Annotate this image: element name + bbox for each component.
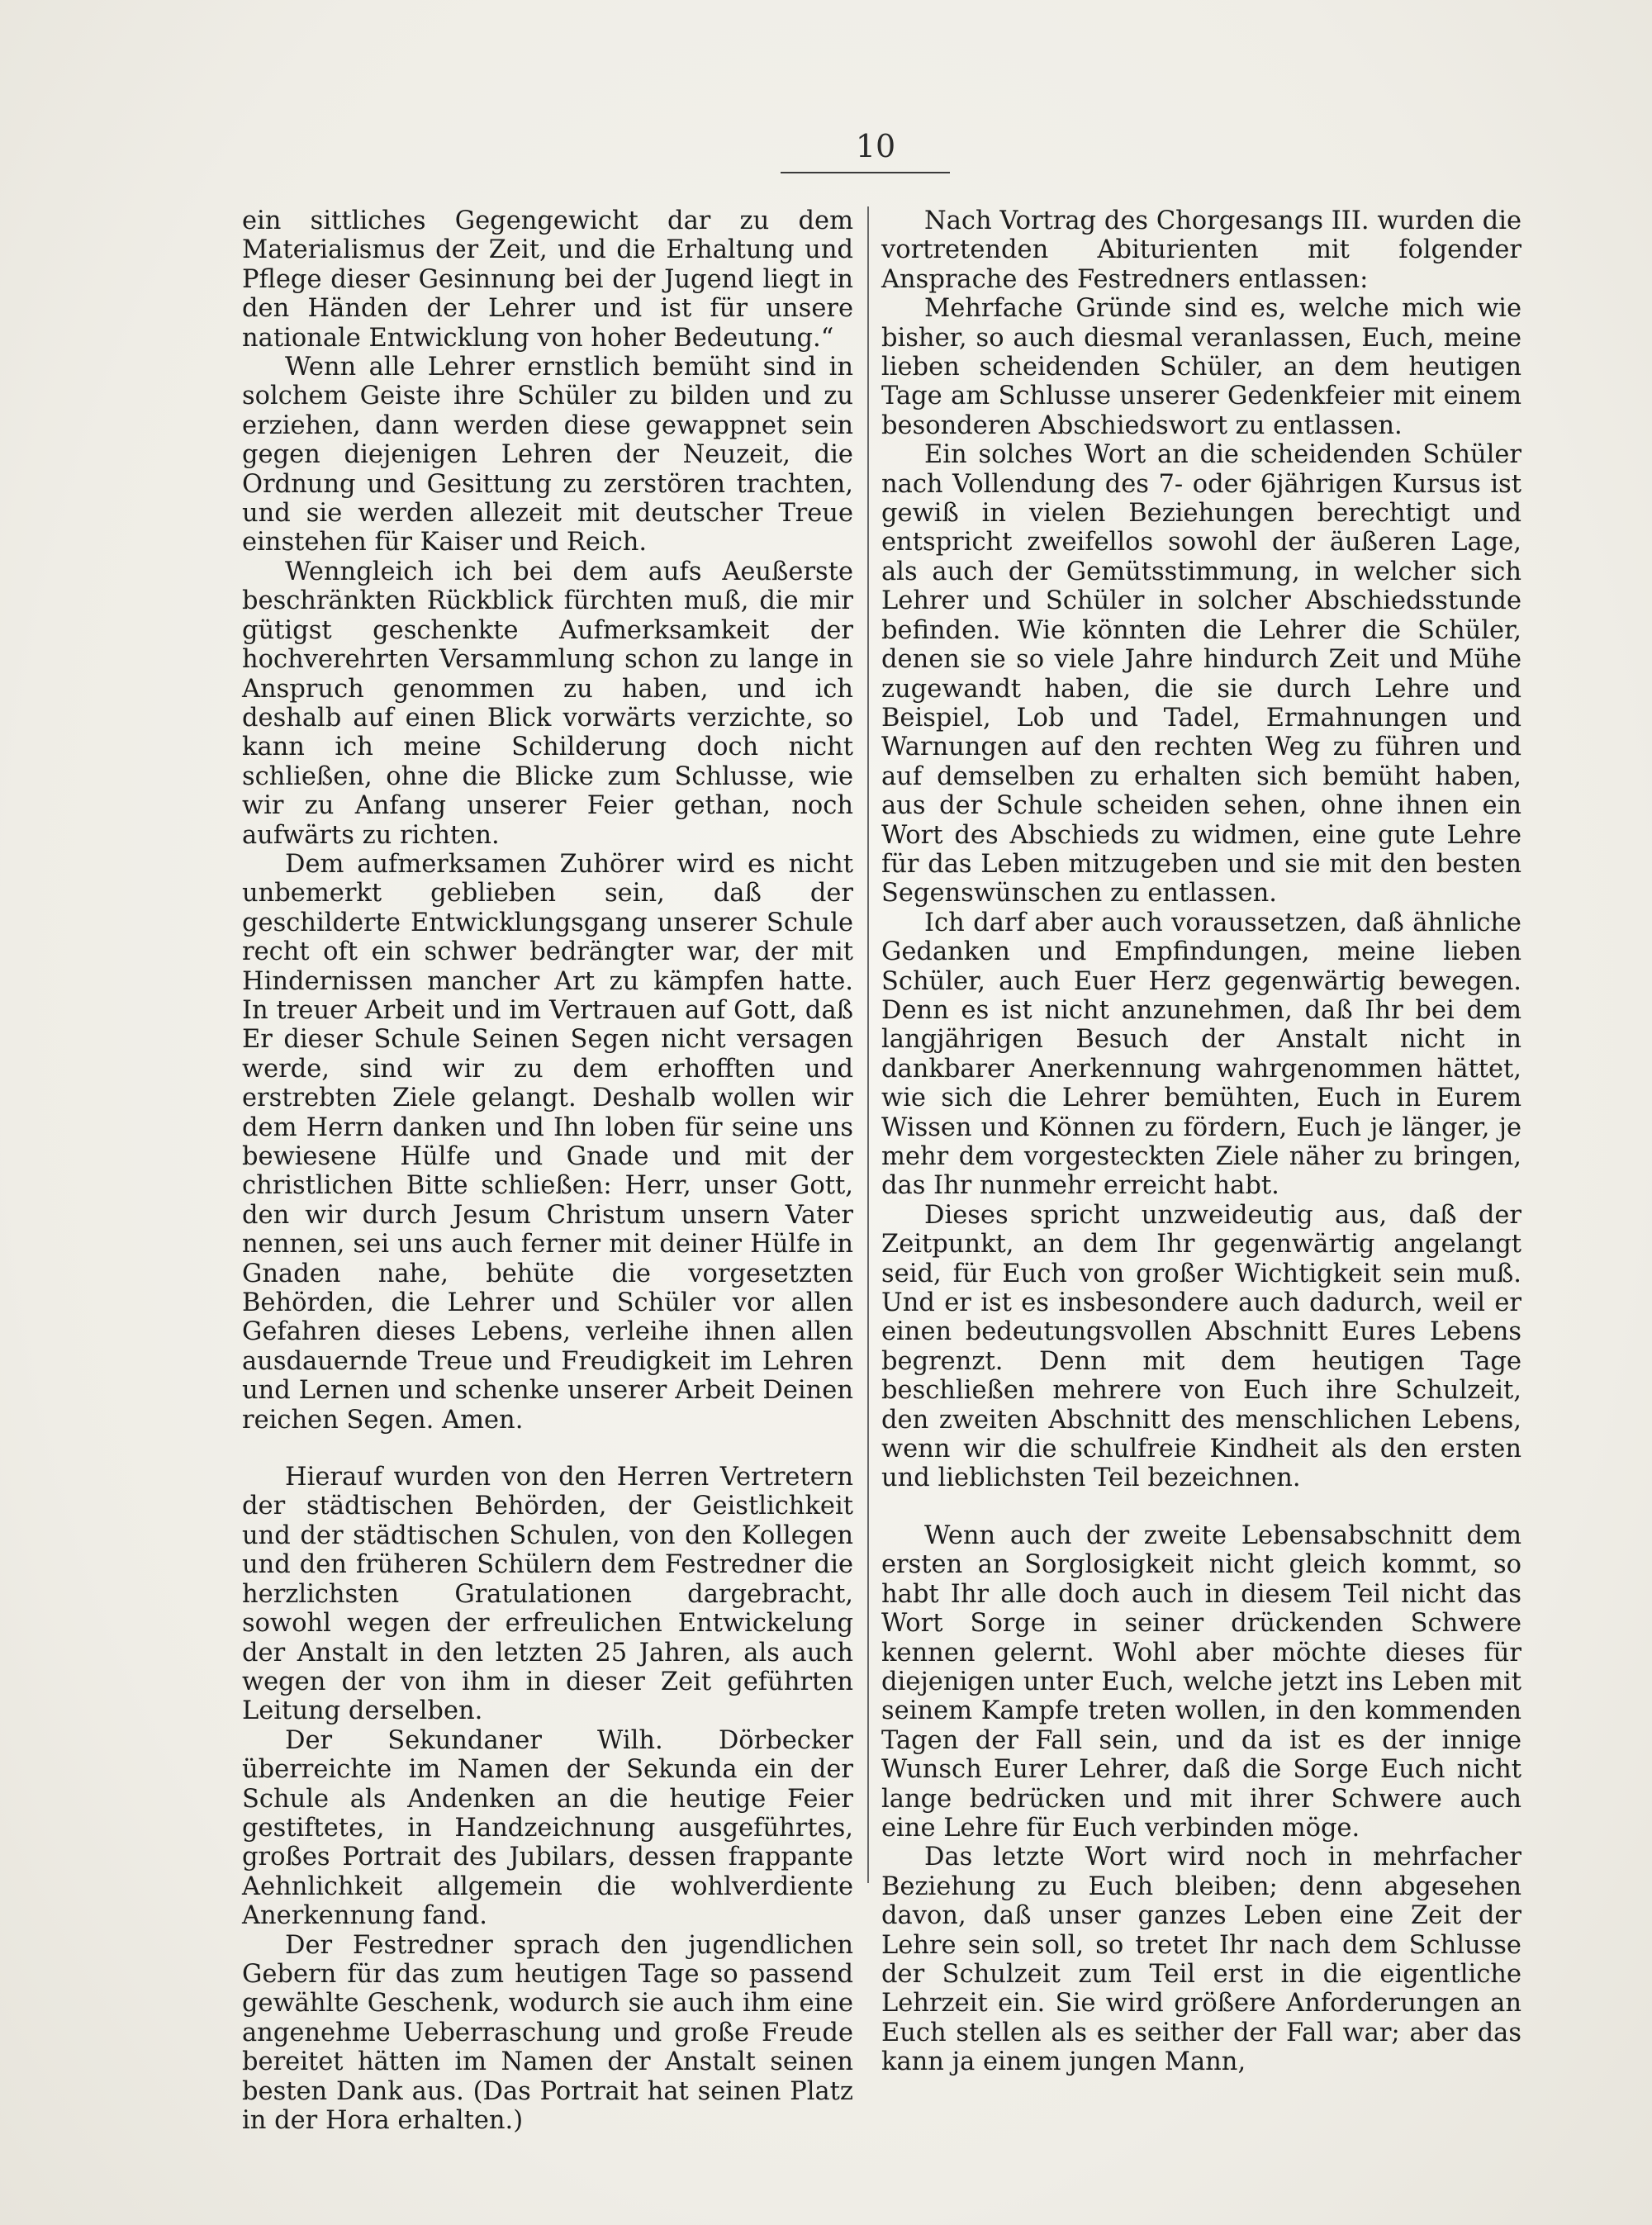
paragraph: Dem aufmerksamen Zuhörer wird es nicht unbemerkt geblieben sein, daß der geschilderte Entwicklungsgang unserer Schule recht oft ein schwer bedrängter war, der mit Hindernissen mancher Art zu kämpfen hatte. In treuer Arbeit und im Vertrauen auf Gott, daß Er dieser Schule Seinen Segen nicht versagen werde, sind wir zu dem erhofften und erstrebten Ziele gelangt. Deshalb wollen wir dem Herrn danken und Ihn loben für seine uns bewiesene Hülfe und Gnade und mit der christlichen Bitte schließen: Herr, unser Gott, den wir durch Jesum Christum unsern Vater nennen, sei uns auch ferner mit deiner Hülfe in Gnaden nahe, behüte die vorgesetzten Behörden, die Lehrer und Schüler vor allen Gefahren dieses Lebens, verleihe ihnen allen ausdauernde Treue und Freudigkeit im Lehren und Lernen und schenke unserer Arbeit Deinen reichen Segen. Amen. (242, 849, 853, 1435)
header-rule (781, 172, 950, 173)
left-column (242, 206, 853, 2135)
paragraph: Ein solches Wort an die scheidenden Schüler nach Vollendung des 7- oder 6jährigen Kursus ist gewiß in vielen Beziehungen berechtigt und entspricht zweifellos sowohl der äußeren Lage, als auch der Gemütsstimmung, in welcher sich Lehrer und Schüler in solcher Abschiedsstunde befinden. Wie könnten die Lehrer die Schüler, denen sie so viele Jahre hindurch Zeit und Mühe zugewandt haben, die sie durch Lehre und Beispiel, Lob und Tadel, Ermahnungen und Warnungen auf den rechten Weg zu führen und auf demselben zu erhalten sich bemüht haben, aus der Schule scheiden sehen, ohne ihnen ein Wort des Abschieds zu widmen, eine gute Lehre für das Leben mitzugeben und sie mit den besten Segenswünschen zu entlassen. (881, 440, 1521, 909)
paragraph: Nach Vortrag des Chorgesangs III. wurden die vortretenden Abiturienten mit folgender Ansprache des Festredners entlassen: (881, 206, 1521, 294)
paragraph: Hierauf wurden von den Herren Vertretern der städtischen Behörden, der Geistlichkeit und der städtischen Schulen, von den Kollegen und den früheren Schülern dem Festredner die herzlichsten Gratulationen dargebracht, sowohl wegen der erfreulichen Entwickelung der Anstalt in den letzten 25 Jahren, als auch wegen der von ihm in dieser Zeit geführten Leitung derselben. (242, 1463, 853, 1726)
paragraph: Der Festredner sprach den jugendlichen Gebern für das zum heutigen Tage so passend gewählte Geschenk, wodurch sie auch ihm eine angenehme Ueberraschung und große Freude bereitet hätten im Namen der Anstalt seinen besten Dank aus. (Das Portrait hat seinen Platz in der Hora erhalten.) (242, 1930, 853, 2135)
paragraph: Wenngleich ich bei dem aufs Aeußerste beschränkten Rückblick fürchten muß, die mir gütigst geschenkte Aufmerksamkeit der hochverehrten Versammlung schon zu lange in Anspruch genommen zu haben, und ich deshalb auf einen Blick vorwärts verzichte, so kann ich meine Schilderung doch nicht schließen, ohne die Blicke zum Schlusse, wie wir zu Anfang unserer Feier gethan, noch aufwärts zu richten. (242, 557, 853, 850)
paragraph: Ich darf aber auch voraussetzen, daß ähnliche Gedanken und Empfindungen, meine lieben Schüler, auch Euer Herz gegenwärtig bewegen. Denn es ist nicht anzunehmen, daß Ihr bei dem langjährigen Besuch der Anstalt nicht in dankbarer Anerkennung wahrgenommen hättet, wie sich die Lehrer bemühten, Euch in Eurem Wissen und Können zu fördern, Euch je länger, je mehr dem vorgesteckten Ziele näher zu bringen, das Ihr nunmehr erreicht habt. (881, 908, 1521, 1201)
right-column (881, 206, 1521, 2077)
paragraph: Wenn alle Lehrer ernstlich bemüht sind in solchem Geiste ihre Schüler zu bilden und zu erziehen, dann werden diese gewappnet sein gegen diejenigen Lehren der Neuzeit, die Ordnung und Gesittung zu zerstören trachten, und sie werden allezeit mit deutscher Treue einstehen für Kaiser und Reich. (242, 353, 853, 557)
paragraph: Mehrfache Gründe sind es, welche mich wie bisher, so auch diesmal veranlassen, Euch, meine lieben scheidenden Schüler, an dem heutigen Tage am Schlusse unserer Gedenkfeier mit einem besonderen Abschiedswort zu entlassen. (881, 294, 1521, 440)
page-number: 10 (855, 128, 896, 164)
paragraph: Das letzte Wort wird noch in mehrfacher Beziehung zu Euch bleiben; denn abgesehen davon, daß unser ganzes Leben eine Zeit der Lehre sein soll, so tretet Ihr nach dem Schlusse der Schulzeit zum Teil erst in die eigentliche Lehrzeit ein. Sie wird größere Anforderungen an Euch stellen als es seither der Fall war; aber das kann ja einem jungen Mann, (881, 1843, 1521, 2077)
paragraph: Wenn auch der zweite Lebensabschnitt dem ersten an Sorglosigkeit nicht gleich kommt, so habt Ihr alle doch auch in diesem Teil nicht das Wort Sorge in seiner drückenden Schwere kennen gelernt. Wohl aber möchte dieses für diejenigen unter Euch, welche jetzt ins Leben mit seinem Kampfe treten wollen, in den kommenden Tagen der Fall sein, und da ist es der innige Wunsch Eurer Lehrer, daß die Sorge Euch nicht lange bedrücken und mit ihrer Schwere auch eine Lehre für Euch verbinden möge. (881, 1520, 1521, 1843)
paragraph: Dieses spricht unzweideutig aus, daß der Zeitpunkt, an dem Ihr gegenwärtig angelangt seid, für Euch von großer Wichtigkeit sein muß. Und er ist es insbesondere auch dadurch, weil er einen bedeutungsvollen Abschnitt Eures Lebens begrenzt. Denn mit dem heutigen Tage beschließen mehrere von Euch ihre Schulzeit, den zweiten Abschnitt des menschlichen Lebens, wenn wir die schulfreie Kindheit als den ersten und lieblichsten Teil bezeichnen. (881, 1200, 1521, 1493)
paragraph: Der Sekundaner Wilh. Dörbecker überreichte im Namen der Sekunda ein der Schule als Andenken an die heutige Feier gestiftetes, in Handzeichnung ausgeführtes, großes Portrait des Jubilars, dessen frappante Aehnlichkeit allgemein die wohlverdiente Anerkennung fand. (242, 1725, 853, 1931)
column-divider (867, 206, 869, 1883)
paragraph: ein sittliches Gegengewicht dar zu dem Materialismus der Zeit, und die Erhaltung und Pflege dieser Gesinnung bei der Jugend liegt in den Händen der Lehrer und ist für unsere nationale Entwicklung von hoher Bedeutung.“ (242, 206, 853, 353)
